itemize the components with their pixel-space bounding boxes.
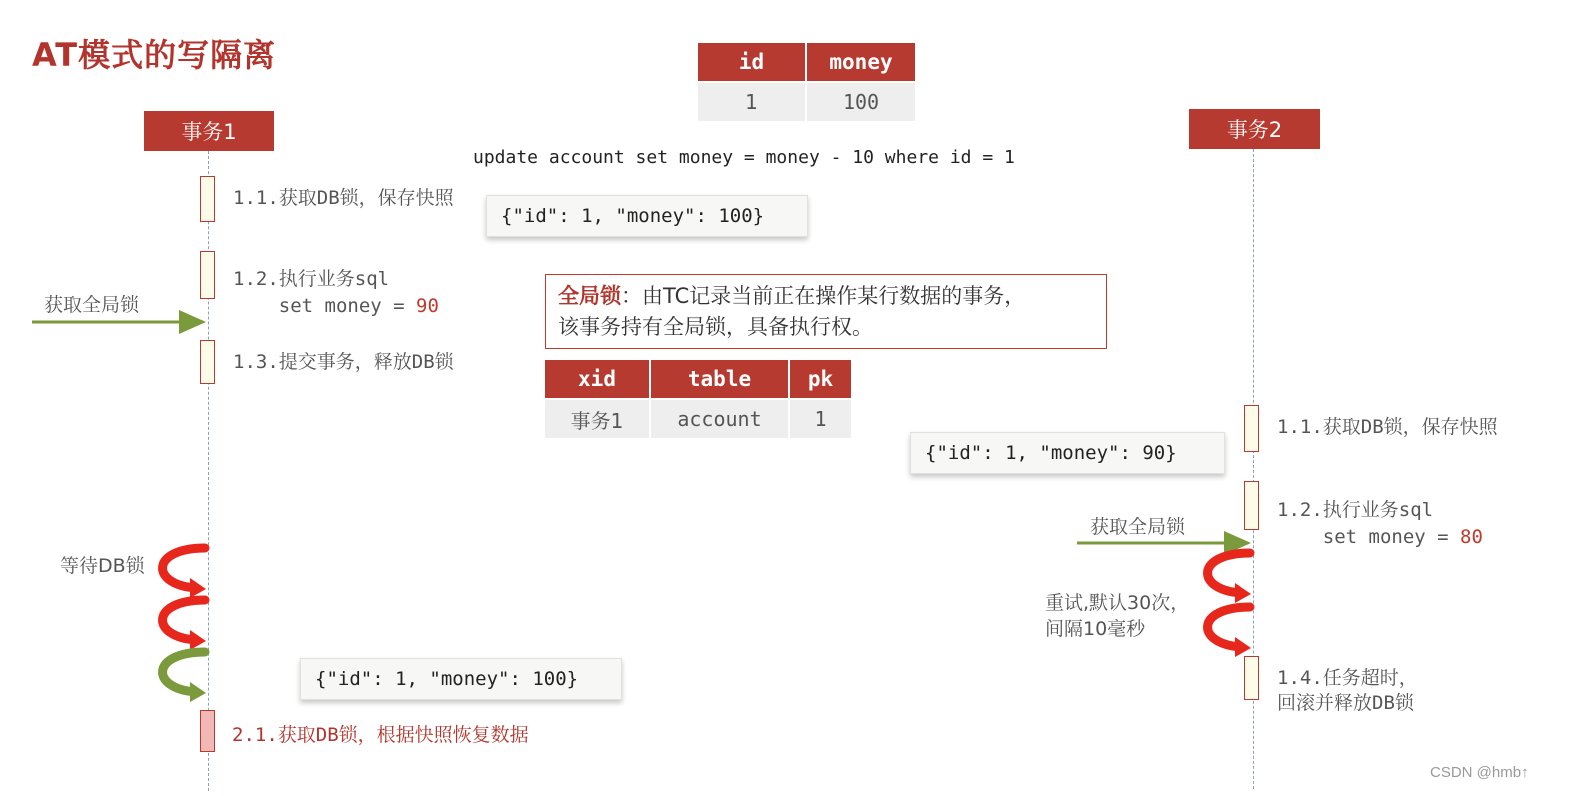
tx1-activation-3 xyxy=(200,340,215,384)
tx2-activation-timeout xyxy=(1244,656,1259,700)
record-cell-id: 1 xyxy=(698,83,805,121)
lock-table xyxy=(543,358,853,440)
tx2-step-1-1: 1.1.获取DB锁，保存快照 xyxy=(1277,416,1498,438)
tx1-acquire-global-label: 获取全局锁 xyxy=(44,294,140,316)
record-header-id: id xyxy=(698,43,805,81)
tx2-sql-value: 80 xyxy=(1460,526,1483,548)
global-lock-note xyxy=(545,274,1107,349)
tx2-retry-curl-2 xyxy=(1208,607,1251,657)
tx2-step-1-4-rollback: 回滚并释放DB锁 xyxy=(1277,692,1414,714)
tx2-retry-label-2: 间隔10毫秒 xyxy=(1045,618,1146,640)
tx1-activation-1 xyxy=(200,176,215,222)
lock-cell-pk: 1 xyxy=(790,400,851,438)
tx1-step-1-2-sql xyxy=(233,293,439,320)
tx1-restore-snapshot-card: {"id": 1, "money": 100} xyxy=(300,658,622,700)
tx2-retry-label-1: 重试,默认30次， xyxy=(1045,592,1190,614)
tx2-retry-curl-1 xyxy=(1208,553,1251,603)
global-lock-keyword: 全局锁 xyxy=(558,284,621,308)
tx1-step-1-1: 1.1.获取DB锁，保存快照 xyxy=(233,187,454,209)
tx2-acquire-global-label: 获取全局锁 xyxy=(1090,516,1186,538)
watermark: CSDN @hmb↑ xyxy=(1430,764,1529,781)
global-lock-desc-2: 该事务持有全局锁，具备执行权。 xyxy=(558,315,873,339)
tx1-sql-value: 90 xyxy=(416,295,439,317)
tx1-header: 事务1 xyxy=(144,111,274,151)
tx2-activation-2 xyxy=(1244,481,1259,530)
tx2-step-1-2-sql xyxy=(1277,524,1483,551)
tx2-step-1-4: 1.4.任务超时， xyxy=(1277,667,1418,689)
tx2-header: 事务2 xyxy=(1189,109,1320,149)
page-title: AT模式的写隔离 xyxy=(32,36,277,74)
tx1-activation-rollback xyxy=(200,710,215,752)
lock-header-xid: xid xyxy=(545,360,649,398)
sql-statement: update account set money = money - 10 where id = 1 xyxy=(473,147,1015,168)
tx1-snapshot-card: {"id": 1, "money": 100} xyxy=(486,195,808,237)
tx1-step-1-3: 1.3.提交事务，释放DB锁 xyxy=(233,351,454,373)
tx2-step-1-2: 1.2.执行业务sql xyxy=(1277,499,1434,521)
lock-header-table: table xyxy=(651,360,788,398)
tx2-sql-prefix: set money = xyxy=(1277,526,1461,548)
tx1-activation-2 xyxy=(200,251,215,299)
global-lock-desc-1: ：由TC记录当前正在操作某行数据的事务， xyxy=(621,284,1026,308)
record-header-money: money xyxy=(807,43,915,81)
tx2-snapshot-card: {"id": 1, "money": 90} xyxy=(910,432,1225,474)
tx1-sql-prefix: set money = xyxy=(233,295,417,317)
lock-header-pk: pk xyxy=(790,360,851,398)
tx1-step-2-1: 2.1.获取DB锁，根据快照恢复数据 xyxy=(232,724,529,746)
lock-cell-table: account xyxy=(651,400,788,438)
lock-cell-xid: 事务1 xyxy=(545,400,649,438)
record-cell-money: 100 xyxy=(807,83,915,121)
tx1-acquire-curl xyxy=(163,652,206,702)
tx1-wait-db-label: 等待DB锁 xyxy=(60,555,145,577)
tx1-step-1-2: 1.2.执行业务sql xyxy=(233,268,390,290)
tx1-wait-curl-2 xyxy=(163,600,206,650)
tx1-wait-curl-1 xyxy=(163,548,206,598)
tx2-activation-1 xyxy=(1244,405,1259,452)
